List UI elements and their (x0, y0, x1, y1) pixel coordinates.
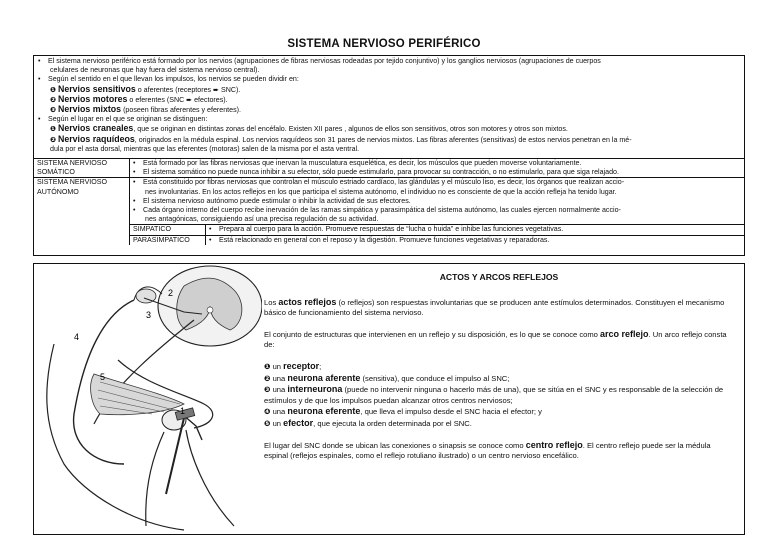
nervios-motores: ❷ Nervios motores o eferentes (SNC ➨ efectores). (50, 93, 228, 104)
nervios-raquideos-cont: dula por el asta dorsal, mientras que las eferentes (motoras) salen de la misma por el asta ventral. (50, 144, 360, 153)
list-item: ❶ un receptor; (264, 360, 322, 371)
reflex-section (33, 263, 745, 535)
figure-label-5: 5 (100, 372, 106, 382)
intro-paragraph-1: • El sistema nervioso periférico está formado por los nervios (agrupaciones de fibras nerviosas rodeadas por tejido conjuntivo) y los ganglios nerviosos (agrupaciones de cuerpos (38, 57, 601, 65)
intro-paragraph-3: • Según el lugar en el que se originan se distinguen: (38, 115, 208, 124)
label-parasimpatico: PARASIMPATICO (130, 236, 206, 245)
nervios-mixtos: ❸ Nervios mixtos (poseen fibras aferentes y eferentes). (50, 104, 241, 115)
overview-table (33, 55, 745, 256)
label-simpatico: SIMPATICO (130, 225, 206, 234)
page-title: SISTEMA NERVIOSO PERIFÉRICO (287, 38, 481, 50)
actos-paragraph-1: Los actos reflejos (o reflejos) son respuestas involuntarias que se producen ante estímulos determinados. Constituyen el mecanismo básico de funcionamiento del sistema nervioso. (264, 296, 725, 318)
leg-icon (47, 344, 234, 530)
figure-label-2: 2 (168, 288, 174, 298)
bullet: • (38, 57, 41, 65)
actos-paragraph-3: El lugar del SNC donde se ubican las conexiones o sinapsis se conoce como centro reflejo. El centro reflejo puede ser la médula espinal (reflejos espinales, como el reflejo rotuliano ilustrado) o un centro nervioso encefálico. (264, 439, 711, 461)
figure-label-4: 4 (74, 332, 80, 342)
row-autonomo (34, 178, 744, 244)
section-heading: ACTOS Y ARCOS REFLEJOS (439, 272, 559, 282)
intro-paragraph-2: • Según el sentido en el que llevan los impulsos, los nervios se pueden dividir en: (38, 75, 299, 84)
label-somatico: SISTEMA NERVIOSO SOMÁTICO (34, 159, 130, 177)
content-autonomo: • Está constituido por fibras nerviosas que controlan el músculo estriado cardíaco, las glándulas y el músculo liso, es decir, los órganos que realizan accio- nes involuntarias. En los actos reflejos en los que participa el sistema autónomo, el individuo no es consciente de que la acción refleja ha tenido lugar. • El sistema nervioso autónomo puede estimular o inhibir la actividad de sus efectores. • Cada órgano interno del cuerpo recibe inervación de las ramas simpática y parasimpática del sistema autónomo, las cuales ejercen normalmente accio- nes antagónicas, consiguiendo así una precisa regulación de su actividad. SIMPATICO • Prepara al cuerpo para la acción. Promueve respuestas de “lucha o huida” e inhibe las funciones vegetativas. PARASIMPATICO • Está relacionado en general con el reposo y la digestión. Promueve funciones vegetativas y reparadoras. (130, 178, 744, 244)
content-somatico: • Está formado por las fibras nerviosas que inervan la musculatura esquelética, es decir, los músculos que pueden moverse voluntariamente. • El sistema somático no puede nunca inhibir a su efector, sólo puede estimularlo, para provocar su contracción, o no estimularlo, para que siga relajado. (133, 159, 619, 177)
nervios-sensitivos: ❶ Nervios sensitivos o aferentes (receptores ➨ SNC). (50, 83, 241, 94)
label-autonomo: SISTEMA NERVIOSO AUTÓNOMO (34, 178, 130, 244)
actos-paragraph-2: El conjunto de estructuras que intervienen en un reflejo y su disposición, es lo que se conoce como arco reflejo. Un arco reflejo consta de: (264, 328, 727, 350)
arc-components-list (264, 361, 734, 430)
reflex-arc-illustration (34, 264, 262, 534)
list-item: ❸ una interneurona (puede no intervenir ninguna o hacerlo más de una), que se sitúa en el SNC y es responsable de la selección de estímulos y de que los impulsos puedan alcanzar otros centros nerviosos; (264, 384, 724, 405)
nervios-craneales: ❶ Nervios craneales, que se originan en distintas zonas del encéfalo. Existen XII pares , algunos de ellos son sensitivos, otros son motores y otros son mixtos. (50, 123, 568, 134)
list-item: ❺ un efector, que ejecuta la orden determinada por el SNC. (264, 417, 472, 428)
list-item: ❹ una neurona eferente, que lleva el impulso desde el SNC hacia el efector; y (264, 406, 542, 417)
figure-label-3: 3 (146, 310, 152, 320)
spinal-cord-icon (134, 266, 262, 346)
nervios-raquideos: ❷ Nervios raquídeos, originados en la médula espinal. Los nervios raquídeos son 31 pares de nervios mixtos. Las fibras aferentes (sensitivas) de estos nervios penetran en la mé- (50, 133, 632, 144)
reflex-text (264, 272, 734, 472)
figure-label-1: 1 (180, 406, 186, 416)
intro-paragraph-1b: celulares de neuronas que hay fuera del sistema nervioso central). (50, 66, 260, 75)
row-parasimpatico: PARASIMPATICO • Está relacionado en general con el reposo y la digestión. Promueve funciones vegetativas y reparadoras. (130, 235, 744, 245)
row-simpatico: SIMPATICO • Prepara al cuerpo para la acción. Promueve respuestas de “lucha o huida” e inhibe las funciones vegetativas. (130, 224, 744, 234)
list-item: ❷ una neurona aferente (sensitiva), que conduce el impulso al SNC; (264, 372, 510, 383)
row-somatico (34, 159, 744, 178)
intro-section (34, 56, 744, 159)
